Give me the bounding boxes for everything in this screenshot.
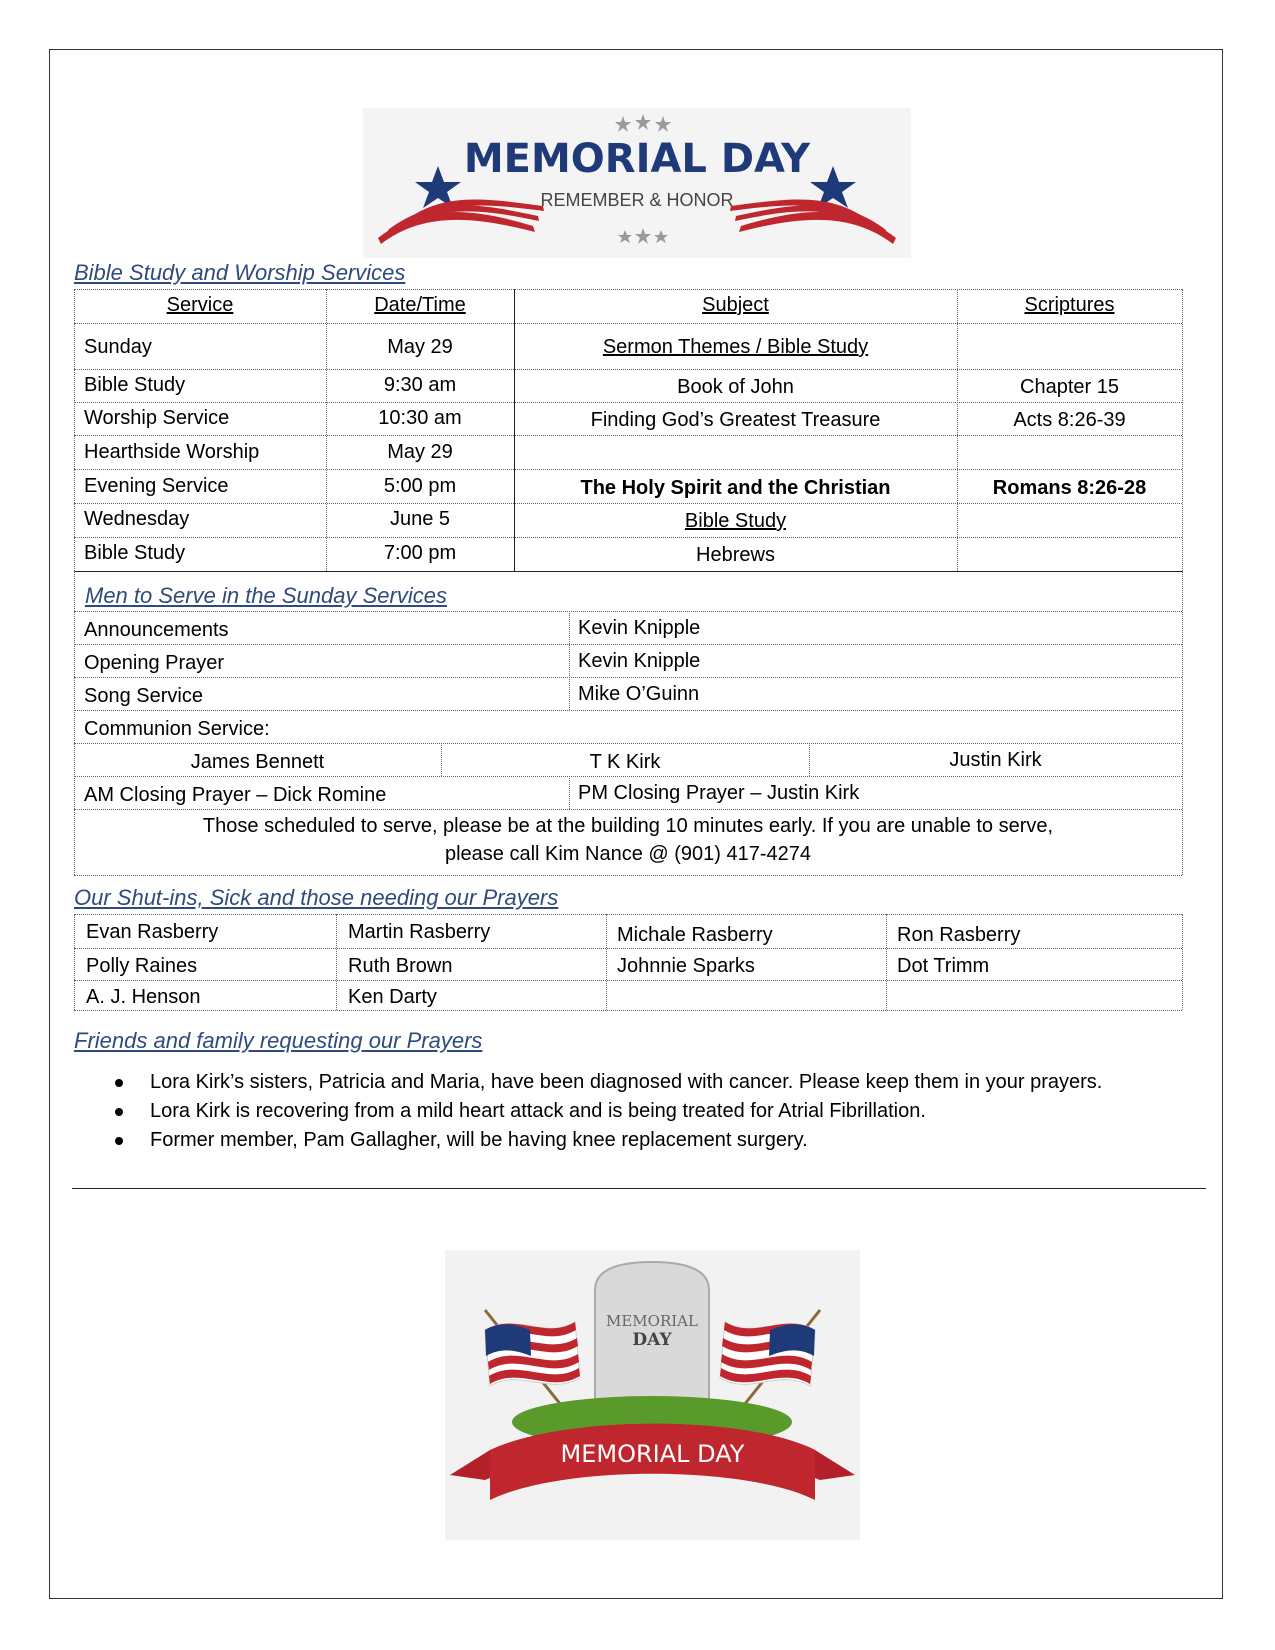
bullet-icon: [115, 1108, 123, 1116]
scripture-cell: Romans 8:26-28: [992, 477, 1147, 499]
service-cell: Hearthside Worship: [84, 441, 260, 463]
prayer-name: Polly Raines: [86, 955, 198, 977]
communion-server: T K Kirk: [589, 751, 661, 773]
col-subject-header: Subject: [702, 294, 769, 316]
communion-server: James Bennett: [190, 751, 325, 773]
requests-heading: Friends and family requesting our Prayers: [74, 1028, 483, 1053]
prayer-name: Evan Rasberry: [86, 921, 219, 943]
scripture-cell: Acts 8:26-39: [1013, 409, 1126, 431]
men-serve-heading: Men to Serve in the Sunday Services: [85, 583, 447, 608]
subject-cell: The Holy Spirit and the Christian: [580, 477, 891, 499]
prayer-name: Johnnie Sparks: [617, 955, 755, 977]
serve-note-line2: please call Kim Nance @ (901) 417-4274: [444, 843, 812, 865]
prayer-name: Martin Rasberry: [348, 921, 491, 943]
banner-title: MEMORIAL DAY: [463, 136, 811, 182]
worship-heading: Bible Study and Worship Services: [74, 260, 406, 285]
role-name: Kevin Knipple: [578, 650, 701, 672]
serve-note-line1: Those scheduled to serve, please be at the building 10 minutes early. If you are unable to serve,: [202, 815, 1054, 837]
right-american-flag-icon: [720, 1310, 820, 1410]
communion-server: Justin Kirk: [949, 749, 1042, 771]
ribbon-text: MEMORIAL DAY: [560, 1440, 745, 1468]
service-cell: Bible Study: [84, 542, 186, 564]
section-divider: [72, 1188, 1206, 1189]
prayer-name: Ron Rasberry: [897, 924, 1021, 946]
service-cell: Bible Study: [84, 374, 186, 396]
service-cell: Wednesday: [84, 508, 190, 530]
subject-cell: Book of John: [677, 376, 794, 398]
request-item: Former member, Pam Gallagher, will be having knee replacement surgery.: [150, 1129, 808, 1151]
date-cell: 10:30 am: [378, 407, 462, 429]
left-american-flag-icon: [485, 1310, 580, 1410]
shutins-heading: Our Shut-ins, Sick and those needing our Prayers: [74, 885, 559, 910]
request-item: Lora Kirk’s sisters, Patricia and Maria, have been diagnosed with cancer. Please keep them in your prayers.: [150, 1071, 1103, 1093]
prayer-name: Dot Trimm: [897, 955, 990, 977]
service-cell: Worship Service: [84, 407, 230, 429]
stone-text-line1: MEMORIAL: [606, 1312, 698, 1330]
subject-cell: Hebrews: [696, 544, 775, 566]
date-cell: June 5: [389, 508, 451, 530]
subject-cell: Finding God’s Greatest Treasure: [590, 409, 881, 431]
role-label: Song Service: [84, 685, 203, 707]
prayer-name: A. J. Henson: [86, 986, 201, 1008]
scripture-cell: Chapter 15: [1020, 376, 1119, 398]
service-cell: Sunday: [84, 336, 152, 358]
prayer-name: Ruth Brown: [348, 955, 453, 977]
am-closing-prayer: AM Closing Prayer – Dick Romine: [84, 784, 387, 806]
prayer-name: Michale Rasberry: [617, 924, 773, 946]
date-cell: May 29: [387, 336, 453, 358]
top-stars-icon: [615, 114, 671, 132]
col-date-header: Date/Time: [374, 294, 466, 316]
pm-closing-prayer: PM Closing Prayer – Justin Kirk: [578, 782, 860, 804]
date-cell: 7:00 pm: [383, 542, 457, 564]
service-cell: Evening Service: [84, 475, 229, 497]
role-name: Mike O’Guinn: [578, 683, 700, 705]
date-cell: 5:00 pm: [383, 475, 457, 497]
stone-text-line2: DAY: [632, 1330, 672, 1350]
bullet-icon: [115, 1137, 123, 1145]
date-cell: 9:30 am: [383, 374, 457, 396]
prayer-name: Ken Darty: [348, 986, 437, 1008]
communion-label: Communion Service:: [84, 718, 270, 740]
memorial-day-banner: [363, 108, 911, 258]
role-label: Announcements: [84, 619, 229, 641]
subject-cell: Sermon Themes / Bible Study: [602, 336, 869, 358]
bottom-stars-icon: [618, 228, 668, 244]
role-name: Kevin Knipple: [578, 617, 701, 639]
banner-subtitle: REMEMBER & HONOR: [540, 190, 734, 210]
request-item: Lora Kirk is recovering from a mild heart attack and is being treated for Atrial Fibrillation.: [150, 1100, 926, 1122]
memorial-day-footer-image: [445, 1250, 860, 1540]
bullet-icon: [115, 1079, 123, 1087]
subject-cell: Bible Study: [684, 510, 787, 532]
col-service-header: Service: [166, 294, 234, 316]
date-cell: May 29: [387, 441, 453, 463]
col-scripture-header: Scriptures: [1024, 294, 1115, 316]
role-label: Opening Prayer: [84, 652, 225, 674]
